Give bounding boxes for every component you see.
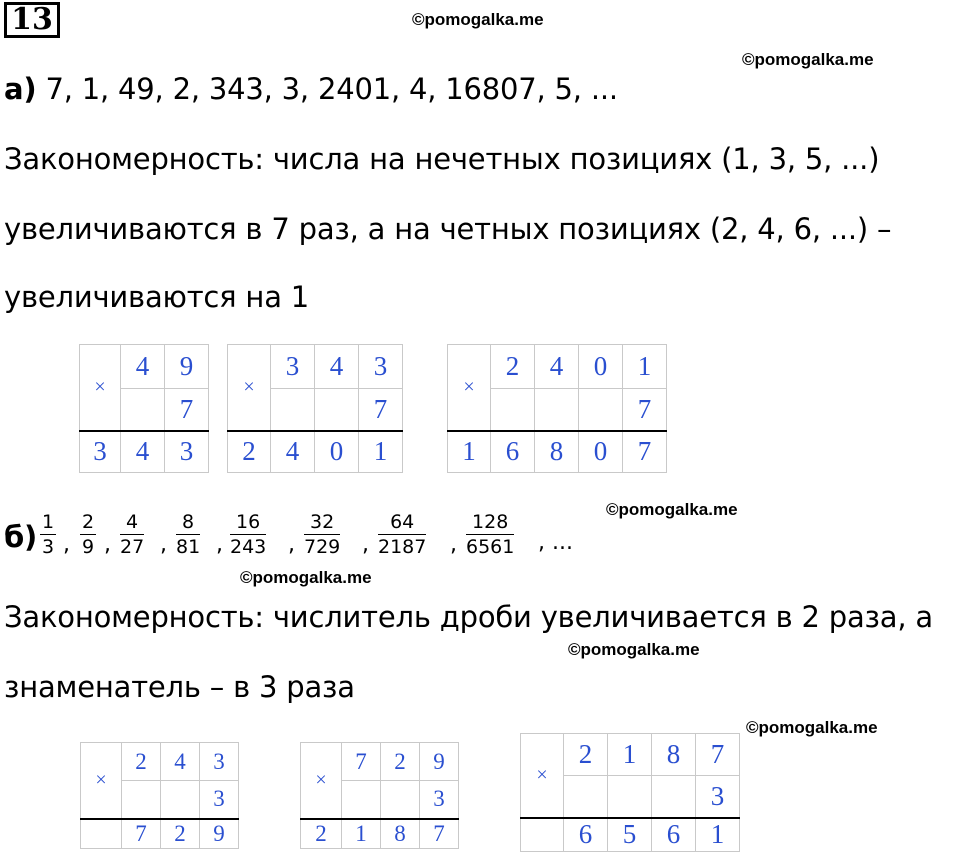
digit: 3	[420, 781, 459, 819]
part-a-rule-line-3: увеличиваются на 1	[4, 280, 310, 314]
numerator: 4	[120, 510, 144, 535]
digit: 5	[608, 818, 652, 852]
digit: 7	[420, 819, 459, 849]
digit: 4	[535, 345, 579, 389]
numerator: 128	[466, 510, 514, 535]
digit: 3	[165, 431, 209, 473]
digit: 7	[342, 743, 381, 781]
digit: 3	[696, 776, 740, 818]
digit: 0	[315, 431, 359, 473]
fraction	[80, 510, 96, 559]
problem-number: 13	[4, 2, 60, 38]
part-a-rule-line-2: увеличиваются в 7 раз, а на четных позициях (2, 4, 6, ...) –	[4, 212, 892, 246]
digit: 6	[491, 431, 535, 473]
numerator: 64	[378, 510, 426, 535]
digit: 7	[359, 389, 403, 431]
digit: 2	[161, 819, 200, 849]
denominator: 6561	[466, 536, 515, 558]
digit: 3	[271, 345, 315, 389]
fraction	[40, 510, 56, 559]
digit: 1	[342, 819, 381, 849]
comma: ,	[160, 532, 167, 557]
denominator: 2187	[378, 536, 427, 558]
digit: 7	[696, 734, 740, 776]
fraction	[466, 510, 514, 559]
comma: ,	[63, 532, 70, 557]
digit: 1	[696, 818, 740, 852]
fraction	[176, 510, 200, 559]
calc-b2	[300, 742, 459, 849]
times-sign: ×	[228, 345, 271, 431]
numerator: 1	[42, 511, 55, 533]
digit: 4	[121, 345, 165, 389]
digit: 8	[381, 819, 420, 849]
calc-a2	[227, 344, 403, 473]
calc-a3	[447, 344, 667, 473]
digit: 1	[448, 431, 491, 473]
digit: 7	[623, 389, 667, 431]
numerator: 32	[304, 510, 340, 535]
denominator: 9	[82, 536, 95, 558]
digit: 0	[579, 431, 623, 473]
part-a-rule-line-1: Закономерность: числа на нечетных позициях (1, 3, 5, ...)	[4, 142, 880, 176]
digit: 7	[623, 431, 667, 473]
denominator: 27	[120, 536, 145, 558]
denominator: 729	[304, 536, 341, 558]
fraction	[304, 510, 340, 559]
part-a-sequence-line	[4, 72, 618, 106]
comma: ,	[104, 532, 111, 557]
digit: 9	[200, 819, 239, 849]
digit: 8	[652, 734, 696, 776]
fraction	[378, 510, 426, 559]
watermark: ©pomogalka.me	[568, 640, 700, 659]
digit: 7	[165, 389, 209, 431]
fraction	[120, 510, 144, 559]
fraction	[230, 510, 266, 559]
part-b-label: б)	[4, 520, 38, 554]
part-b-rule-line-2: знаменатель – в 3 раза	[4, 670, 355, 704]
digit: 8	[535, 431, 579, 473]
digit: 1	[359, 431, 403, 473]
times-sign: ×	[521, 734, 564, 818]
watermark: ©pomogalka.me	[742, 50, 874, 69]
digit: 3	[200, 743, 239, 781]
numerator: 8	[176, 510, 200, 535]
digit: 2	[381, 743, 420, 781]
digit: 2	[491, 345, 535, 389]
digit: 4	[161, 743, 200, 781]
digit: 2	[301, 819, 342, 849]
digit: 3	[359, 345, 403, 389]
denominator: 81	[176, 536, 201, 558]
digit: 4	[271, 431, 315, 473]
digit: 6	[564, 818, 608, 852]
digit: 1	[608, 734, 652, 776]
denominator: 3	[42, 536, 55, 558]
watermark: ©pomogalka.me	[412, 10, 544, 29]
digit: 2	[228, 431, 271, 473]
comma: ,	[216, 532, 223, 557]
part-b-rule-line-1: Закономерность: числитель дроби увеличивается в 2 раза, а	[4, 600, 933, 634]
digit: 1	[623, 345, 667, 389]
times-sign: ×	[81, 743, 122, 819]
times-sign: ×	[301, 743, 342, 819]
digit: 0	[579, 345, 623, 389]
digit: 3	[80, 431, 121, 473]
watermark: ©pomogalka.me	[746, 718, 878, 737]
times-sign: ×	[80, 345, 121, 431]
comma: ,	[450, 532, 457, 557]
watermark: ©pomogalka.me	[606, 500, 738, 519]
digit: 3	[200, 781, 239, 819]
part-a-sequence: 7, 1, 49, 2, 343, 3, 2401, 4, 16807, 5, ...	[45, 72, 618, 106]
numerator: 16	[230, 510, 266, 535]
ellipsis: , ...	[538, 530, 573, 555]
denominator: 243	[230, 536, 267, 558]
times-sign: ×	[448, 345, 491, 431]
digit: 7	[122, 819, 161, 849]
digit: 9	[420, 743, 459, 781]
comma: ,	[288, 532, 295, 557]
digit: 2	[564, 734, 608, 776]
part-a-label: а)	[4, 72, 37, 106]
watermark: ©pomogalka.me	[240, 568, 372, 587]
digit: 4	[315, 345, 359, 389]
calc-a1	[79, 344, 209, 473]
digit: 6	[652, 818, 696, 852]
calc-b3	[520, 733, 740, 852]
digit: 2	[122, 743, 161, 781]
digit: 9	[165, 345, 209, 389]
digit: 4	[121, 431, 165, 473]
comma: ,	[362, 532, 369, 557]
calc-b1	[80, 742, 239, 849]
numerator: 2	[82, 511, 95, 533]
